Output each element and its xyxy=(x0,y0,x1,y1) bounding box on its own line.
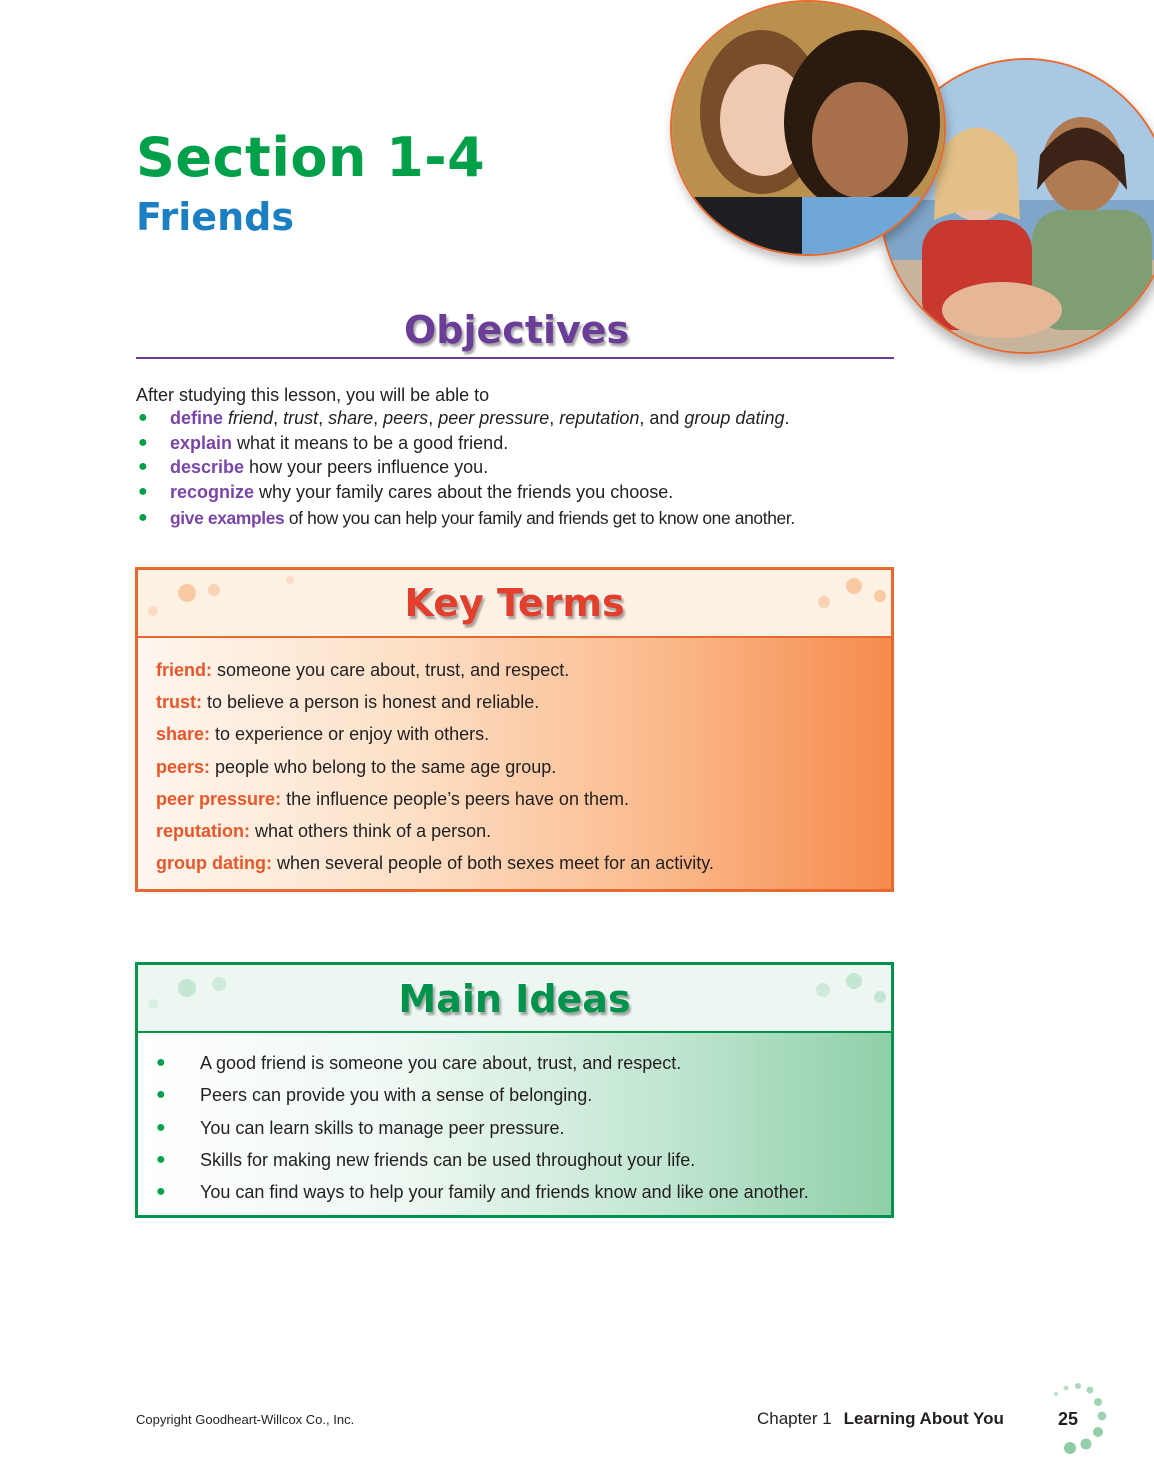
objective-item xyxy=(136,480,936,505)
key-term: peers: xyxy=(156,756,211,777)
key-term-item xyxy=(156,718,714,750)
objective-item xyxy=(136,431,936,456)
objective-text: , xyxy=(428,408,439,428)
objective-item xyxy=(136,455,936,480)
objectives-intro: After studying this lesson, you will be able to xyxy=(136,385,490,405)
objective-verb: describe xyxy=(170,457,245,477)
main-idea-text: Peers can provide you with a sense of belonging. xyxy=(200,1085,593,1106)
bullet-dot-icon: ● xyxy=(138,458,148,475)
section-title: Section 1-4 xyxy=(136,126,486,189)
friends-photo-closeup xyxy=(670,0,946,256)
objectives-divider xyxy=(136,357,894,359)
main-idea-text: You can learn skills to manage peer pressure. xyxy=(200,1117,565,1138)
objective-term: peers xyxy=(383,408,429,428)
objective-verb: recognize xyxy=(170,481,255,502)
page-number: 25 xyxy=(1058,1409,1079,1429)
bullet-dot-icon: ● xyxy=(138,409,148,426)
key-term-item xyxy=(156,815,714,847)
objective-text: why your family cares about the friends you choose. xyxy=(254,481,674,502)
objective-term: reputation xyxy=(559,408,640,428)
objective-text: , and xyxy=(639,408,685,428)
main-idea-text: You can find ways to help your family and friends know and like one another. xyxy=(200,1182,809,1203)
key-terms-list xyxy=(156,654,714,879)
main-ideas-list xyxy=(156,1047,809,1208)
main-idea-text: Skills for making new friends can be used throughout your life. xyxy=(200,1149,696,1170)
main-ideas-box xyxy=(135,962,894,1218)
main-idea-text: A good friend is someone you care about, trust, and respect. xyxy=(200,1053,682,1073)
section-subtitle: Friends xyxy=(136,195,294,239)
chapter-title: Learning About You xyxy=(843,1409,1004,1428)
key-term-item xyxy=(156,783,714,815)
key-term-definition: when several people of both sexes meet for an activity. xyxy=(271,853,714,874)
objective-verb: give examples xyxy=(170,508,285,528)
key-term-definition: to experience or enjoy with others. xyxy=(210,724,490,745)
objective-item xyxy=(136,506,936,531)
key-term-definition: people who belong to the same age group. xyxy=(210,756,557,777)
key-term-definition: to believe a person is honest and reliable. xyxy=(202,692,540,713)
bullet-dot-icon: ● xyxy=(156,1118,166,1136)
objectives-heading: Objectives xyxy=(404,308,630,352)
main-idea-item xyxy=(156,1176,809,1208)
bullet-dot-icon: ● xyxy=(156,1086,166,1104)
corner-dots-icon xyxy=(1048,1380,1112,1460)
key-term: share: xyxy=(156,724,211,745)
main-ideas-header xyxy=(138,965,891,1033)
key-term-definition: what others think of a person. xyxy=(250,821,492,842)
key-term-item xyxy=(156,654,714,686)
objective-verb: explain xyxy=(170,432,233,453)
key-term-definition: the influence people’s peers have on them. xyxy=(281,788,629,809)
bullet-dot-icon: ● xyxy=(138,482,148,500)
copyright-notice: Copyright Goodheart-Willcox Co., Inc. xyxy=(136,1412,355,1427)
objective-term: trust xyxy=(283,408,319,428)
chapter-label: Chapter 1 xyxy=(757,1409,832,1428)
key-terms-header xyxy=(138,570,891,638)
main-idea-item xyxy=(156,1047,809,1079)
objective-text: . xyxy=(784,408,790,428)
key-term: group dating: xyxy=(156,853,272,874)
main-idea-item xyxy=(156,1144,809,1176)
key-term-item xyxy=(156,751,714,783)
objective-text: , xyxy=(273,408,284,428)
chapter-running-head xyxy=(757,1409,1004,1429)
key-term: peer pressure: xyxy=(156,788,282,809)
key-term: friend: xyxy=(156,660,212,680)
objective-text: what it means to be a good friend. xyxy=(232,432,509,453)
objective-text: , xyxy=(549,408,560,428)
key-term-item xyxy=(156,686,714,718)
key-terms-heading: Key Terms xyxy=(404,581,625,625)
main-idea-item xyxy=(156,1112,809,1144)
objective-text: of how you can help your family and friends get to know one another. xyxy=(284,508,795,528)
objective-item xyxy=(136,406,936,431)
main-idea-item xyxy=(156,1079,809,1111)
friends-photo-closeup-image xyxy=(672,2,944,254)
objective-term: share xyxy=(328,408,374,428)
key-term-item xyxy=(156,847,714,879)
objective-text: how your peers influence you. xyxy=(244,457,489,477)
objective-term: friend xyxy=(228,408,274,428)
bullet-dot-icon: ● xyxy=(156,1150,166,1168)
bullet-dot-icon: ● xyxy=(138,433,148,451)
bullet-dot-icon: ● xyxy=(156,1054,166,1071)
objective-text: , xyxy=(373,408,384,428)
objective-verb: define xyxy=(170,408,224,428)
key-term: reputation: xyxy=(156,821,250,842)
bullet-dot-icon: ● xyxy=(156,1183,166,1201)
objective-text: , xyxy=(318,408,329,428)
main-ideas-heading: Main Ideas xyxy=(398,977,631,1021)
key-term: trust: xyxy=(156,692,202,713)
objectives-list xyxy=(136,406,936,531)
bullet-dot-icon: ● xyxy=(138,509,148,526)
key-term-definition: someone you care about, trust, and respect. xyxy=(212,660,570,680)
key-terms-box xyxy=(135,567,894,892)
objective-term: peer pressure xyxy=(438,408,550,428)
objective-term: group dating xyxy=(684,408,785,428)
